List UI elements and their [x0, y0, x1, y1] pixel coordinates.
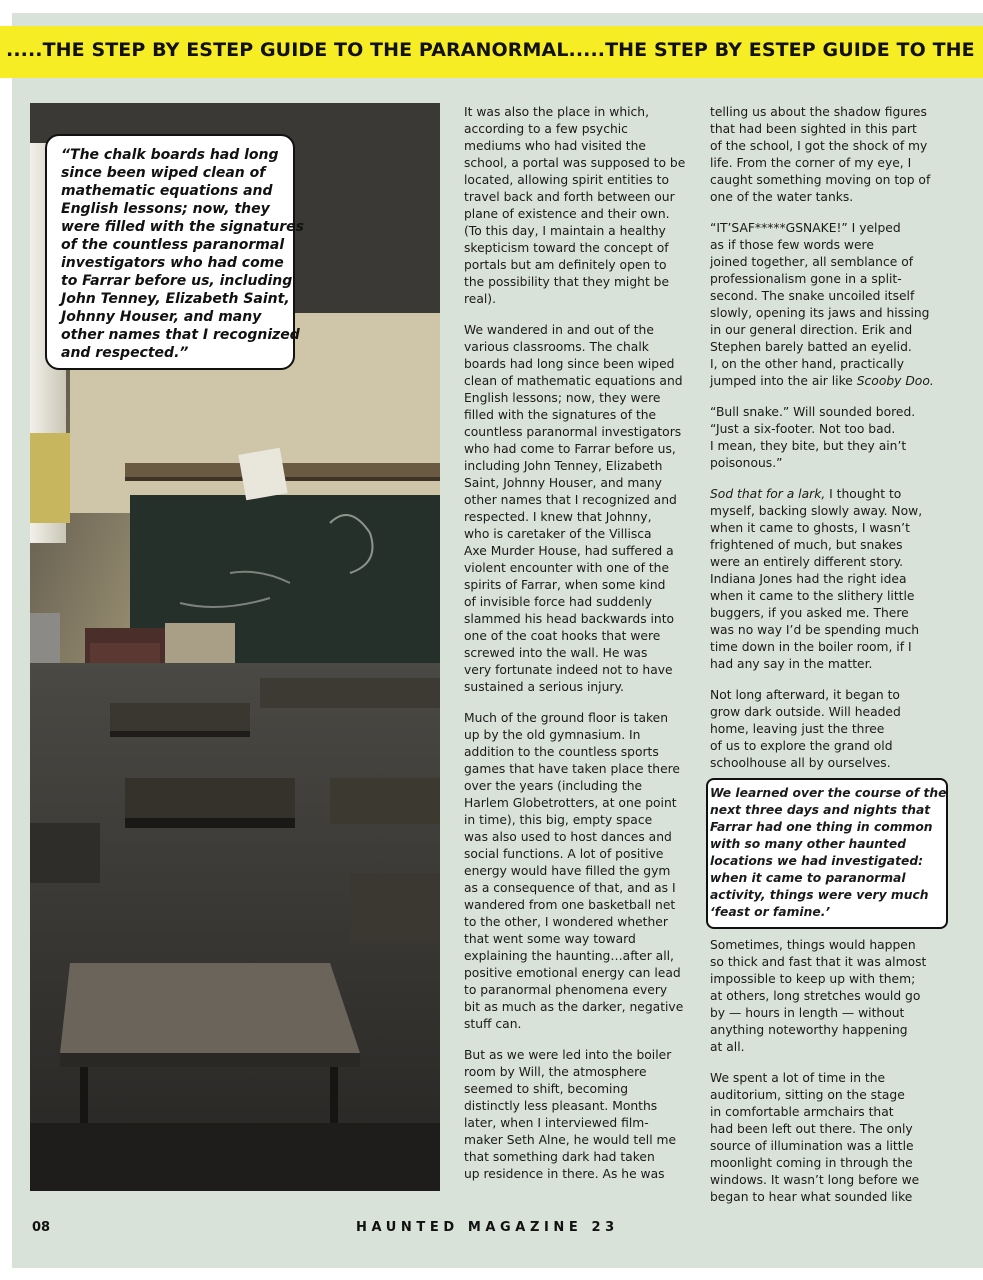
text-line: I mean, they bite, but they ain’t — [710, 439, 907, 453]
text-line: wandered from one basketball net — [464, 898, 676, 912]
text-line: up by the old gymnasium. In — [464, 728, 641, 742]
paragraph — [710, 486, 946, 673]
text-line: caught something moving on top of — [710, 173, 931, 187]
quote-line: to Farrar before us, including — [61, 273, 293, 289]
text-line: when it came to ghosts, I wasn’t — [710, 521, 910, 535]
text-line: travel back and forth between our — [464, 190, 675, 204]
text-line: Much of the ground floor is taken — [464, 711, 669, 725]
text-line: Axe Murder House, had suffered a — [464, 544, 674, 558]
text-line: moonlight coming in through the — [710, 1156, 913, 1170]
text-line: impossible to keep up with them; — [710, 972, 916, 986]
italic-fragment: Scooby Doo. — [856, 374, 934, 388]
text-line: so thick and fast that it was almost — [710, 955, 927, 969]
text-line: violent encounter with one of the — [464, 561, 670, 575]
text-line: auditorium, sitting on the stage — [710, 1088, 905, 1102]
text-line: including John Tenney, Elizabeth — [464, 459, 663, 473]
text-line: over the years (including the — [464, 779, 643, 793]
quote-line: “The chalk boards had long — [61, 147, 279, 163]
text-line: positive emotional energy can lead — [464, 966, 681, 980]
quote-line: of the countless paranormal — [61, 237, 285, 253]
text-line: skepticism toward the concept of — [464, 241, 669, 255]
text-line: real). — [464, 292, 497, 306]
quote-line: John Tenney, Elizabeth Saint, — [61, 291, 290, 307]
text-line: stuff can. — [464, 1017, 522, 1031]
text-line: as a consequence of that, and as I — [464, 881, 676, 895]
text-line: time down in the boiler room, if I — [710, 640, 912, 654]
text-line: that had been sighted in this part — [710, 122, 917, 136]
paragraph — [464, 104, 696, 308]
text-line: life. From the corner of my eye, I — [710, 156, 912, 170]
text-line: English lessons; now, they were — [464, 391, 661, 405]
text-line: very fortunate indeed not to have — [464, 663, 673, 677]
text-line: “Bull snake.” Will sounded bored. — [710, 405, 916, 419]
text-line: other names that I recognized and — [464, 493, 677, 507]
text-line: to the other, I wondered whether — [464, 915, 668, 929]
text-line: anything noteworthy happening — [710, 1023, 908, 1037]
text-line: windows. It wasn’t long before we — [710, 1173, 920, 1187]
magazine-name: HAUNTED MAGAZINE 23 — [356, 1220, 619, 1235]
text-line: the possibility that they might be — [464, 275, 670, 289]
text-line: “Just a six-footer. Not too bad. — [710, 422, 896, 436]
text-line: who had come to Farrar before us, — [464, 442, 676, 456]
paragraph — [710, 404, 946, 472]
text-line: Indiana Jones had the right idea — [710, 572, 907, 586]
text-line: various classrooms. The chalk — [464, 340, 649, 354]
text-line: countless paranormal investigators — [464, 425, 682, 439]
text-line: in our general direction. Erik and — [710, 323, 913, 337]
text-line: second. The snake uncoiled itself — [710, 289, 915, 303]
photo-pull-quote — [45, 134, 304, 370]
text-line: had been left out there. The only — [710, 1122, 913, 1136]
pull-quote-line: next three days and nights that — [710, 803, 931, 817]
text-line: of us to explore the grand old — [710, 739, 893, 753]
italic-fragment: Sod that for a lark, — [710, 487, 826, 501]
text-line: had any say in the matter. — [710, 657, 873, 671]
text-line: school, a portal was supposed to be — [464, 156, 686, 170]
text-line: “IT’SAF*****GSNAKE!” I yelped — [710, 221, 901, 235]
text-line: frightened of much, but snakes — [710, 538, 903, 552]
text-line: joined together, all semblance of — [710, 255, 914, 269]
text-line: grow dark outside. Will headed — [710, 705, 901, 719]
text-line: up residence in there. As he was — [464, 1167, 665, 1181]
text-line: slowly, opening its jaws and hissing — [710, 306, 930, 320]
text-line: at others, long stretches would go — [710, 989, 921, 1003]
text-line — [710, 373, 946, 390]
text-line: according to a few psychic — [464, 122, 628, 136]
paragraph — [710, 687, 946, 772]
quote-line: investigators who had come — [61, 255, 284, 271]
text-line: by — hours in length — without — [710, 1006, 905, 1020]
text-line: filled with the signatures of the — [464, 408, 657, 422]
text-line: explaining the haunting…after all, — [464, 949, 674, 963]
text-line: Not long afterward, it began to — [710, 688, 900, 702]
quote-line: were filled with the signatures — [61, 219, 304, 235]
text-line: one of the coat hooks that were — [464, 629, 661, 643]
text-line: who is caretaker of the Villisca — [464, 527, 652, 541]
text-line: screwed into the wall. He was — [464, 646, 648, 660]
article-column-1 — [464, 104, 696, 1197]
paragraph — [710, 220, 946, 390]
text-line: distinctly less pleasant. Months — [464, 1099, 658, 1113]
text-line: respected. I knew that Johnny, — [464, 510, 652, 524]
text-line: that something dark had taken — [464, 1150, 655, 1164]
quote-line: other names that I recognized — [61, 327, 300, 343]
paragraph — [710, 1070, 946, 1206]
text-line: one of the water tanks. — [710, 190, 854, 204]
text-line: when it came to the slithery little — [710, 589, 915, 603]
text-fragment: jumped into the air like — [710, 374, 857, 388]
text-line: professionalism gone in a split- — [710, 272, 902, 286]
text-line: were an entirely different story. — [710, 555, 904, 569]
text-line: sustained a serious injury. — [464, 680, 624, 694]
page-number: 08 — [32, 1220, 51, 1235]
text-line: social functions. A lot of positive — [464, 847, 664, 861]
pull-quote-line: We learned over the course of the — [710, 786, 947, 800]
quote-line: mathematic equations and — [61, 183, 273, 199]
text-line: games that have taken place there — [464, 762, 680, 776]
text-line: room by Will, the atmosphere — [464, 1065, 647, 1079]
text-line: energy would have filled the gym — [464, 864, 671, 878]
text-line: plane of existence and their own. — [464, 207, 670, 221]
text-line: portals but am definitely open to — [464, 258, 667, 272]
article-pull-quote — [706, 778, 948, 929]
text-line: bit as much as the darker, negative — [464, 1000, 684, 1014]
text-line: seemed to shift, becoming — [464, 1082, 629, 1096]
text-line: was also used to host dances and — [464, 830, 672, 844]
text-line — [710, 486, 946, 503]
text-line: clean of mathematic equations and — [464, 374, 683, 388]
text-line: We wandered in and out of the — [464, 323, 654, 337]
pull-quote-line: activity, things were very much — [710, 888, 929, 902]
text-line: myself, backing slowly away. Now, — [710, 504, 923, 518]
paragraph — [710, 937, 946, 1056]
text-line: Sometimes, things would happen — [710, 938, 916, 952]
text-line: Stephen barely batted an eyelid. — [710, 340, 912, 354]
pull-quote-line: with so many other haunted — [710, 837, 907, 851]
text-line: We spent a lot of time in the — [710, 1071, 886, 1085]
paragraph — [464, 322, 696, 696]
quote-line: and respected.” — [61, 345, 189, 361]
text-line: in comfortable armchairs that — [710, 1105, 894, 1119]
text-line: to paranormal phenomena every — [464, 983, 668, 997]
text-line: as if those few words were — [710, 238, 874, 252]
text-line: later, when I interviewed film- — [464, 1116, 649, 1130]
text-line: spirits of Farrar, when some kind — [464, 578, 666, 592]
paragraph — [464, 710, 696, 1033]
text-line: buggers, if you asked me. There — [710, 606, 909, 620]
text-line: (To this day, I maintain a healthy — [464, 224, 666, 238]
pull-quote-line: locations we had investigated: — [710, 854, 924, 868]
header-banner — [0, 26, 983, 78]
text-line: slammed his head backwards into — [464, 612, 675, 626]
article-column-2 — [710, 104, 946, 1220]
text-line: at all. — [710, 1040, 745, 1054]
text-line: Saint, Johnny Houser, and many — [464, 476, 662, 490]
text-line: maker Seth Alne, he would tell me — [464, 1133, 677, 1147]
paragraph — [464, 1047, 696, 1183]
text-line: addition to the countless sports — [464, 745, 659, 759]
text-line: But as we were led into the boiler — [464, 1048, 672, 1062]
quote-line: Johnny Houser, and many — [61, 309, 262, 325]
text-line: It was also the place in which, — [464, 105, 649, 119]
paragraph — [710, 104, 946, 206]
banner-text: .....THE STEP BY ESTEP GUIDE TO THE PARANORMAL.....THE STEP BY ESTEP GUIDE TO THE — [6, 39, 975, 61]
pull-quote-line: Farrar had one thing in common — [710, 820, 933, 834]
text-line: that went some way toward — [464, 932, 636, 946]
text-line: of the school, I got the shock of my — [710, 139, 928, 153]
text-line: boards had long since been wiped — [464, 357, 675, 371]
text-fragment: I thought to — [825, 487, 902, 501]
pull-quote-line: when it came to paranormal — [710, 871, 906, 885]
text-line: I, on the other hand, practically — [710, 357, 904, 371]
text-line: schoolhouse all by ourselves. — [710, 756, 891, 770]
quote-line: English lessons; now, they — [61, 201, 270, 217]
text-line: of invisible force had suddenly — [464, 595, 652, 609]
text-line: poisonous.” — [710, 456, 783, 470]
pull-quote-line: ‘feast or famine.’ — [710, 905, 831, 919]
text-line: in time), this big, empty space — [464, 813, 653, 827]
text-line: began to hear what sounded like — [710, 1190, 913, 1204]
text-line: source of illumination was a little — [710, 1139, 914, 1153]
text-line: located, allowing spirit entities to — [464, 173, 670, 187]
quote-line: since been wiped clean of — [61, 165, 266, 181]
text-line: Harlem Globetrotters, at one point — [464, 796, 677, 810]
text-line: home, leaving just the three — [710, 722, 885, 736]
text-line: mediums who had visited the — [464, 139, 646, 153]
text-line: was no way I’d be spending much — [710, 623, 920, 637]
text-line: telling us about the shadow figures — [710, 105, 927, 119]
